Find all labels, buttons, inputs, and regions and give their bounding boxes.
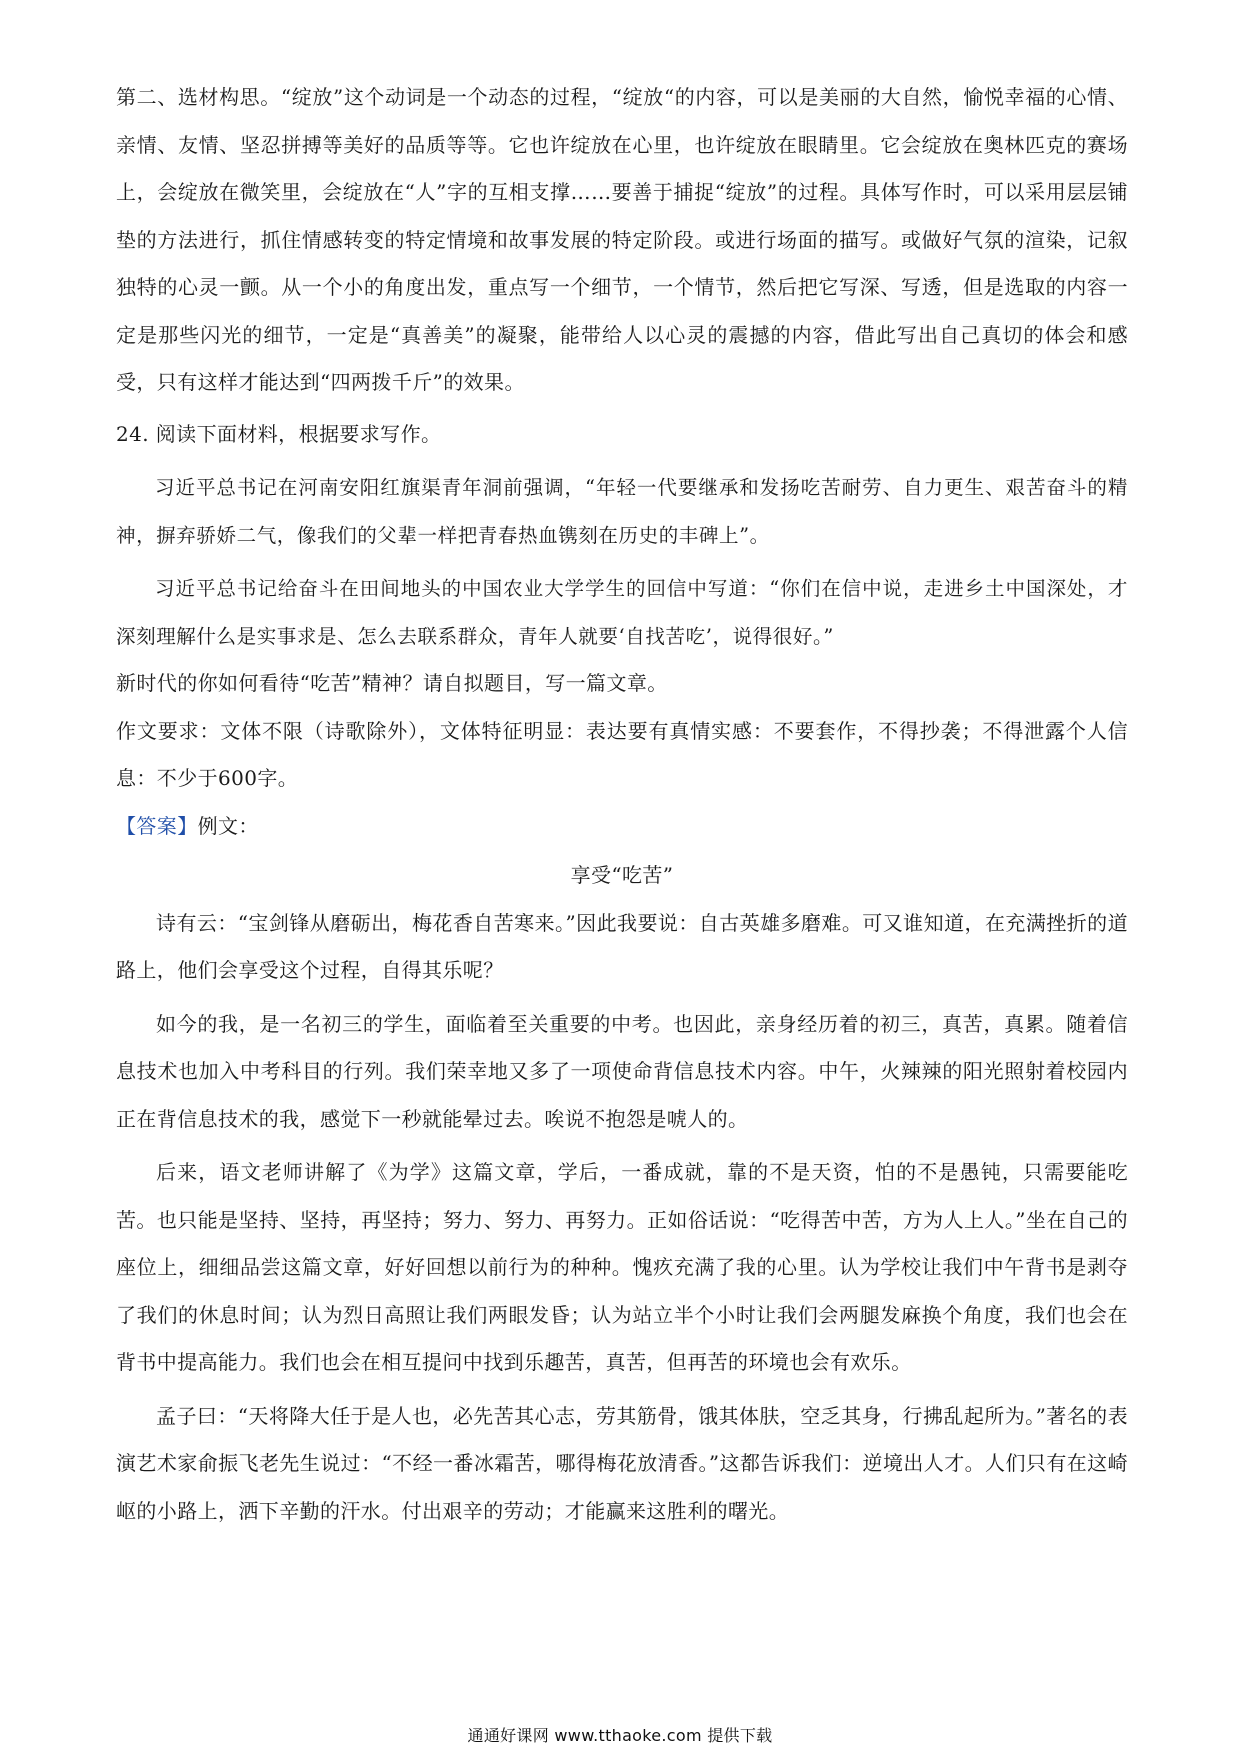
answer-line [116,803,1128,851]
material-quote-2: 习近平总书记给奋斗在田间地头的中国农业大学学生的回信中写道：“你们在信中说，走进乡土中国深处，才深刻理解什么是实事求是、怎么去联系群众，青年人就要‘自找苦吃’，说得很好。” [116,577,1128,648]
writing-prompt: 新时代的你如何看待“吃苦”精神？请自拟题目，写一篇文章。 [116,671,668,695]
material-quote-1: 习近平总书记在河南安阳红旗渠青年洞前强调，“年轻一代要继承和发扬吃苦耐劳、自力更生、艰苦奋斗的精神，摒弃骄娇二气，像我们的父辈一样把青春热血镌刻在历史的丰碑上”。 [116,476,1128,547]
writing-requirements: 作文要求：文体不限（诗歌除外），文体特征明显：表达要有真情实感：不要套作，不得抄袭；不得泄露个人信息：不少于600字。 [116,718,1128,790]
essay-paragraph-1: 诗有云：“宝剑锋从磨砺出，梅花香自苦寒来。”因此我要说：自古英雄多磨难。可又谁知道，在充满挫折的道路上，他们会享受这个过程，自得其乐呢？ [116,910,1128,982]
analysis-paragraph: 第二、选材构思。“绽放”这个动词是一个动态的过程，“绽放“的内容，可以是美丽的大自然，愉悦幸福的心情、亲情、友情、坚忍拼搏等美好的品质等等。它也许绽放在心里，也许绽放在眼睛里。它会绽放在奥林匹克的赛场上，会绽放在微笑里，会绽放在“人”字的互相支撑……要善于捕捉“绽放”的过程。具体写作时，可以采用层层铺垫的方法进行，抓住情感转变的特定情境和故事发展的特定阶段。或进行场面的描写。或做好气氛的渲染，记叙独特的心灵一颤。从一个小的角度出发，重点写一个细节，一个情节，然后把它写深、写透，但是选取的内容一定是那些闪光的细节，一定是“真善美”的凝聚，能带给人以心灵的震撼的内容，借此写出自己真切的体会和感受，只有这样才能达到“四两拨千斤”的效果。 [116,85,1128,394]
answer-intro: 例文： [197,813,259,838]
document-body [116,74,1128,1535]
essay-paragraph-3: 后来，语文老师讲解了《为学》这篇文章，学后，一番成就，靠的不是天资，怕的不是愚钝，只需要能吃苦。也只能是坚持、坚持，再坚持；努力、努力、再努力。正如俗话说：“吃得苦中苦，方为人上人。”坐在自己的座位上，细细品尝这篇文章，好好回想以前行为的种种。愧疚充满了我的心里。认为学校让我们中午背书是剥夺了我们的休息时间；认为烈日高照让我们两眼发昏；认为站立半个小时让我们会两腿发麻换个角度，我们也会在背书中提高能力。我们也会在相互提问中找到乐趣苦，真苦，但再苦的环境也会有欢乐。 [116,1160,1128,1374]
page-footer: 通通好课网 www.tthaoke.com 提供下载 [467,1726,773,1745]
essay-title: 享受“吃苦” [570,863,674,887]
question-heading: 24. 阅读下面材料，根据要求写作。 [116,421,442,446]
answer-tag: 【答案】 [116,813,198,838]
essay-paragraph-4: 孟子曰：“天将降大任于是人也，必先苦其心志，劳其筋骨，饿其体肤，空乏其身，行拂乱起所为。”著名的表演艺术家俞振飞老先生说过：“不经一番冰霜苦，哪得梅花放清香。”这都告诉我们：逆境出人才。人们只有在这崎岖的小路上，洒下辛勤的汗水。付出艰辛的劳动；才能赢来这胜利的曙光。 [116,1403,1128,1523]
essay-paragraph-2: 如今的我，是一名初三的学生，面临着至关重要的中考。也因此，亲身经历着的初三，真苦，真累。随着信息技术也加入中考科目的行列。我们荣幸地又多了一项使命背信息技术内容。中午，火辣辣的阳光照射着校园内正在背信息技术的我，感觉下一秒就能晕过去。唉说不抱怨是唬人的。 [116,1011,1128,1131]
